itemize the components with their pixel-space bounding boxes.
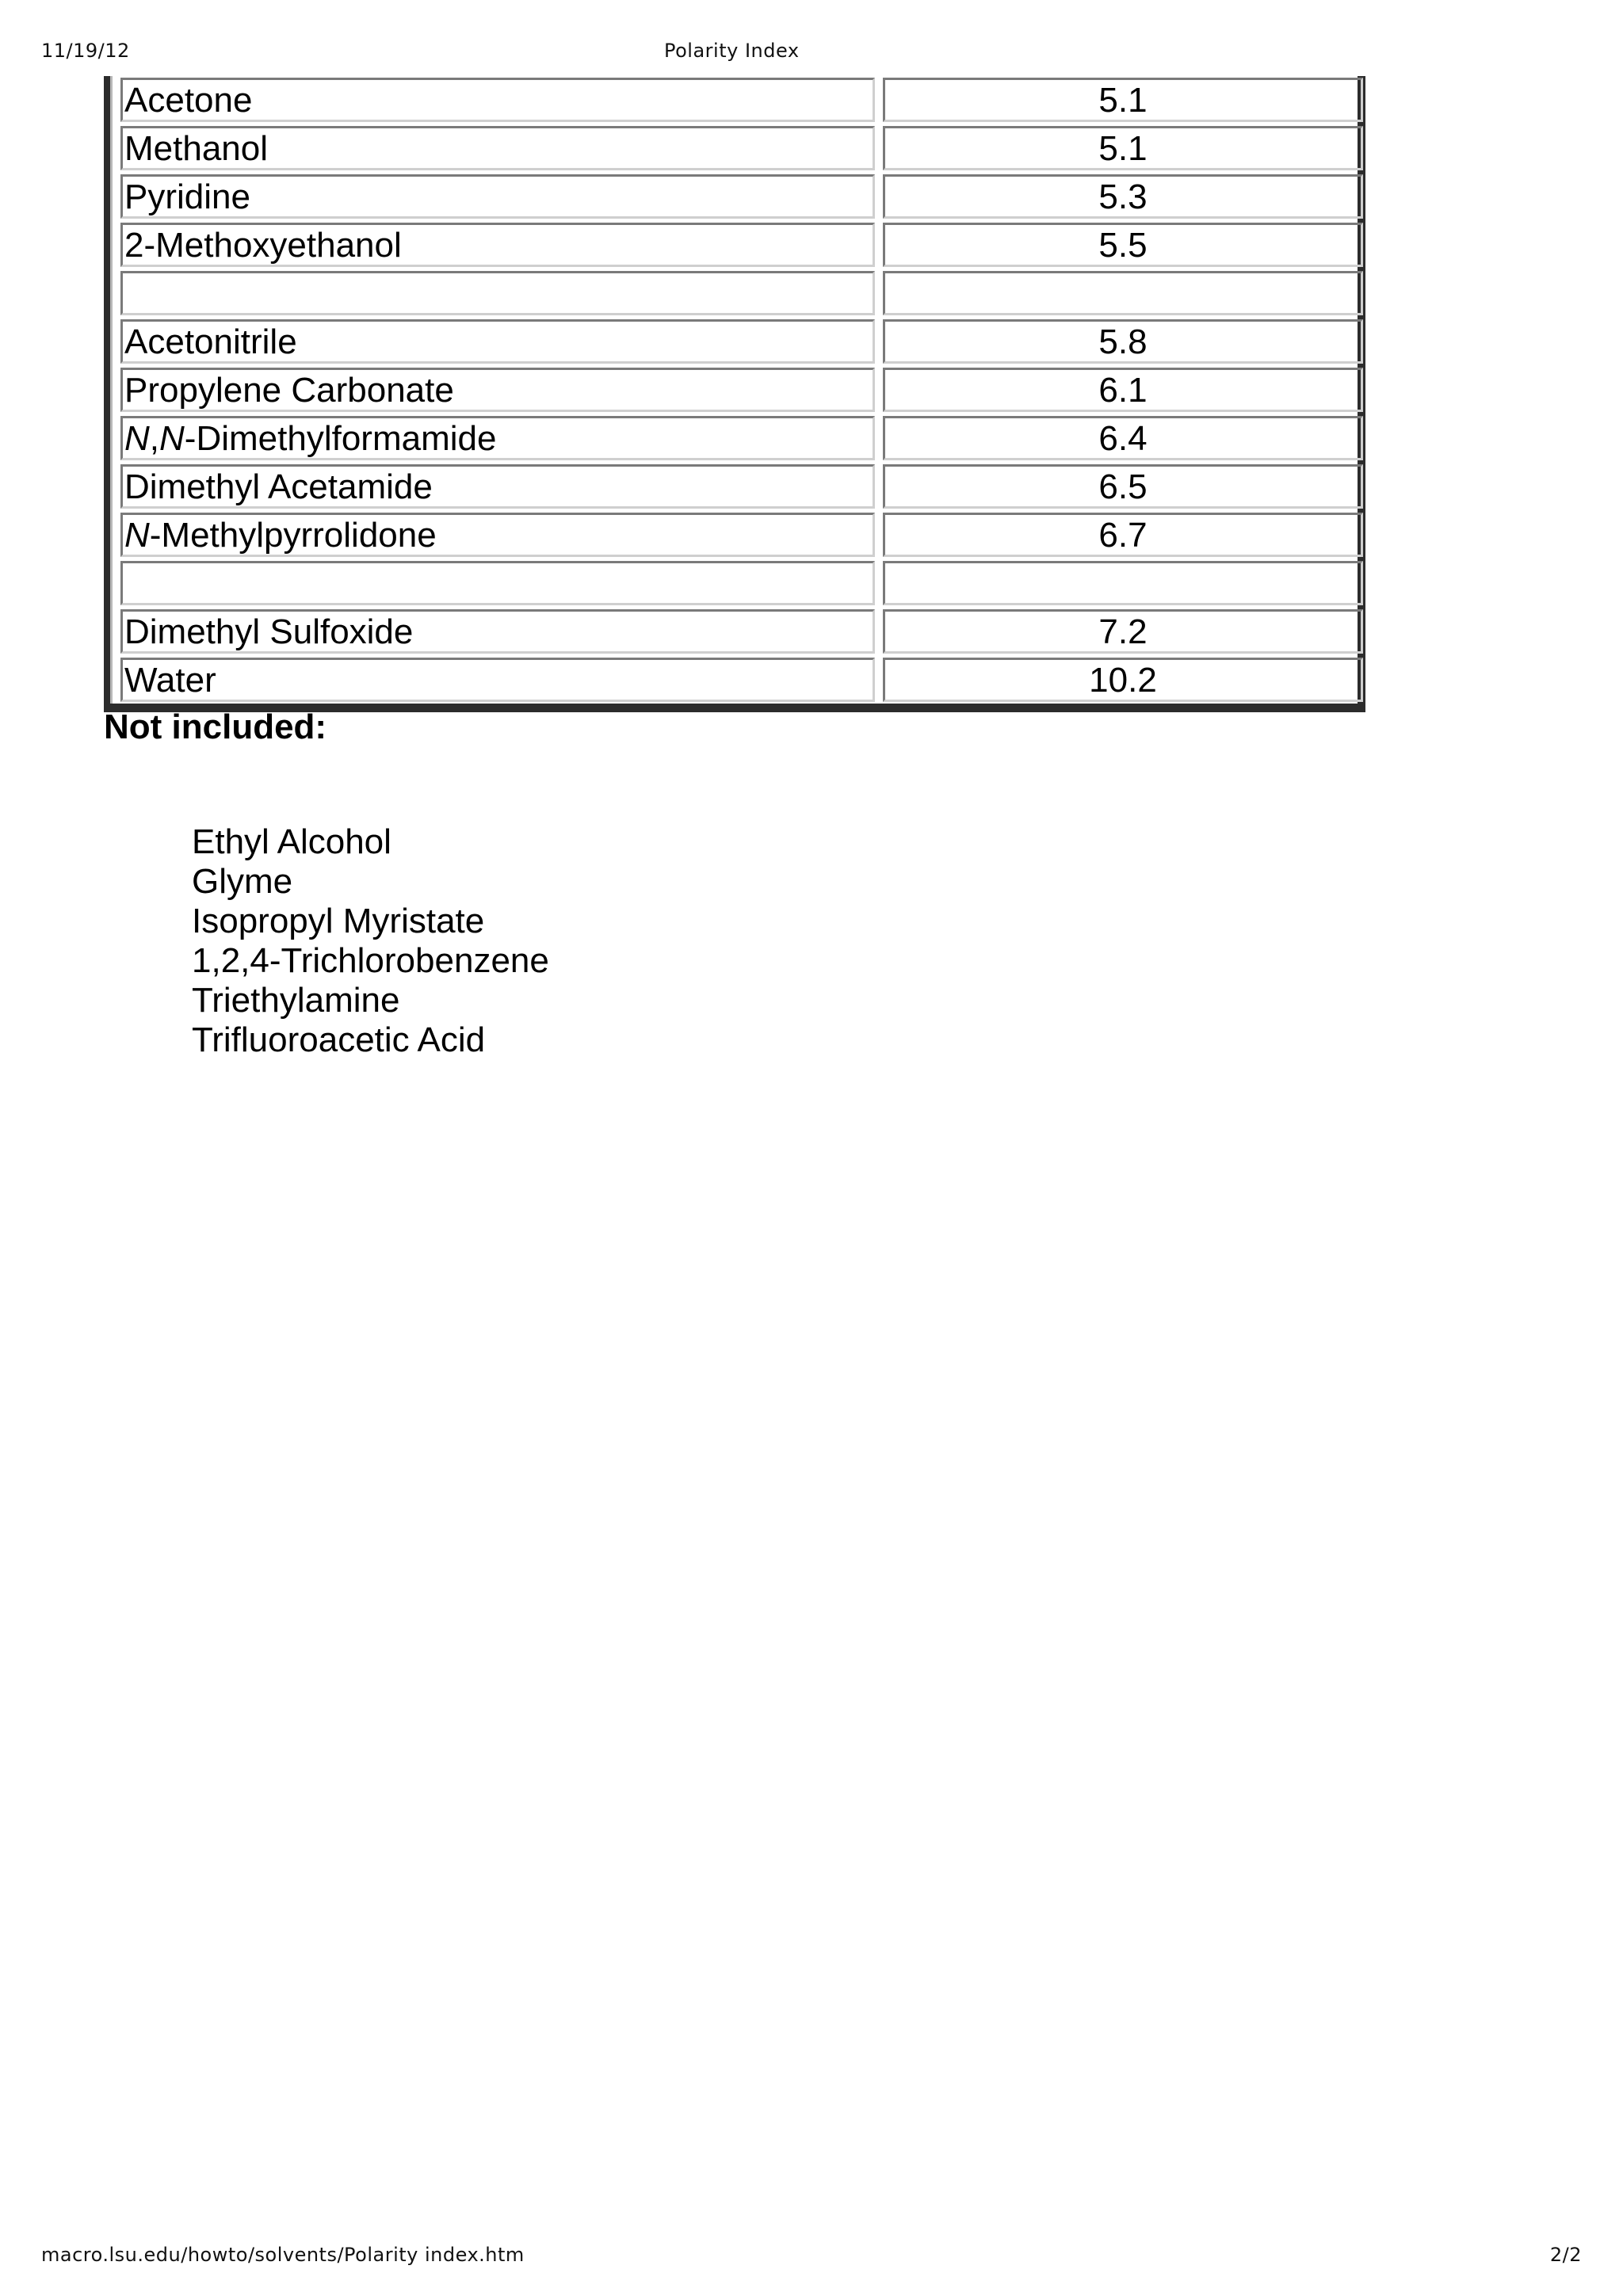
italic-prefix: N: [159, 419, 185, 458]
table-row: [120, 174, 1355, 219]
list-item: Trifluoroacetic Acid: [192, 1020, 486, 1059]
list-item: Glyme: [192, 862, 293, 901]
solvent-name: [120, 561, 875, 605]
list-item: 1,2,4-Trichlorobenzene: [192, 941, 549, 980]
name-rest: -Dimethylformamide: [184, 419, 497, 458]
print-date: 11/19/12: [41, 40, 130, 62]
table-row: [120, 368, 1355, 412]
table-row: [120, 609, 1355, 654]
solvent-name: [120, 271, 875, 315]
list-item: Ethyl Alcohol: [192, 822, 391, 861]
italic-prefix: N: [124, 516, 150, 555]
table-row: [120, 513, 1355, 557]
polarity-value: [883, 561, 1363, 605]
solvent-name: Water: [120, 658, 875, 702]
polarity-value: 5.3: [883, 174, 1363, 219]
solvent-name: Pyridine: [120, 174, 875, 219]
polarity-value: 6.7: [883, 513, 1363, 557]
table-row-empty: [120, 561, 1355, 605]
solvent-name: 2-Methoxyethanol: [120, 223, 875, 267]
page-number: 2/2: [1549, 2244, 1582, 2266]
name-separator: ,: [149, 419, 160, 458]
excluded-solvents-list: [192, 822, 549, 1060]
solvent-name: Methanol: [120, 126, 875, 170]
polarity-table: [104, 76, 1365, 712]
italic-prefix: N: [124, 419, 150, 458]
table-row: [120, 416, 1355, 460]
polarity-value: 5.8: [883, 319, 1363, 364]
solvent-name: [120, 513, 875, 557]
table-row: [120, 223, 1355, 267]
list-item: Isopropyl Myristate: [192, 902, 485, 940]
not-included-heading: Not included:: [104, 707, 327, 746]
name-rest: -Methylpyrrolidone: [149, 516, 437, 555]
polarity-value: 6.1: [883, 368, 1363, 412]
polarity-value: 10.2: [883, 658, 1363, 702]
solvent-name: Dimethyl Acetamide: [120, 464, 875, 509]
polarity-value: 5.5: [883, 223, 1363, 267]
polarity-value: 5.1: [883, 78, 1363, 122]
solvent-name: Acetonitrile: [120, 319, 875, 364]
polarity-value: [883, 271, 1363, 315]
table-row: [120, 126, 1355, 170]
polarity-table-body: [110, 76, 1358, 704]
table-row: [120, 658, 1355, 702]
polarity-value: 6.4: [883, 416, 1363, 460]
solvent-name: Acetone: [120, 78, 875, 122]
table-row: [120, 78, 1355, 122]
source-url: macro.lsu.edu/howto/solvents/Polarity index.htm: [41, 2244, 525, 2266]
polarity-value: 7.2: [883, 609, 1363, 654]
solvent-name: Propylene Carbonate: [120, 368, 875, 412]
polarity-value: 6.5: [883, 464, 1363, 509]
table-row: [120, 464, 1355, 509]
list-item: Triethylamine: [192, 981, 400, 1020]
table-row-empty: [120, 271, 1355, 315]
solvent-name: Dimethyl Sulfoxide: [120, 609, 875, 654]
table-row: [120, 319, 1355, 364]
page-title: Polarity Index: [664, 40, 800, 62]
polarity-value: 5.1: [883, 126, 1363, 170]
solvent-name: [120, 416, 875, 460]
